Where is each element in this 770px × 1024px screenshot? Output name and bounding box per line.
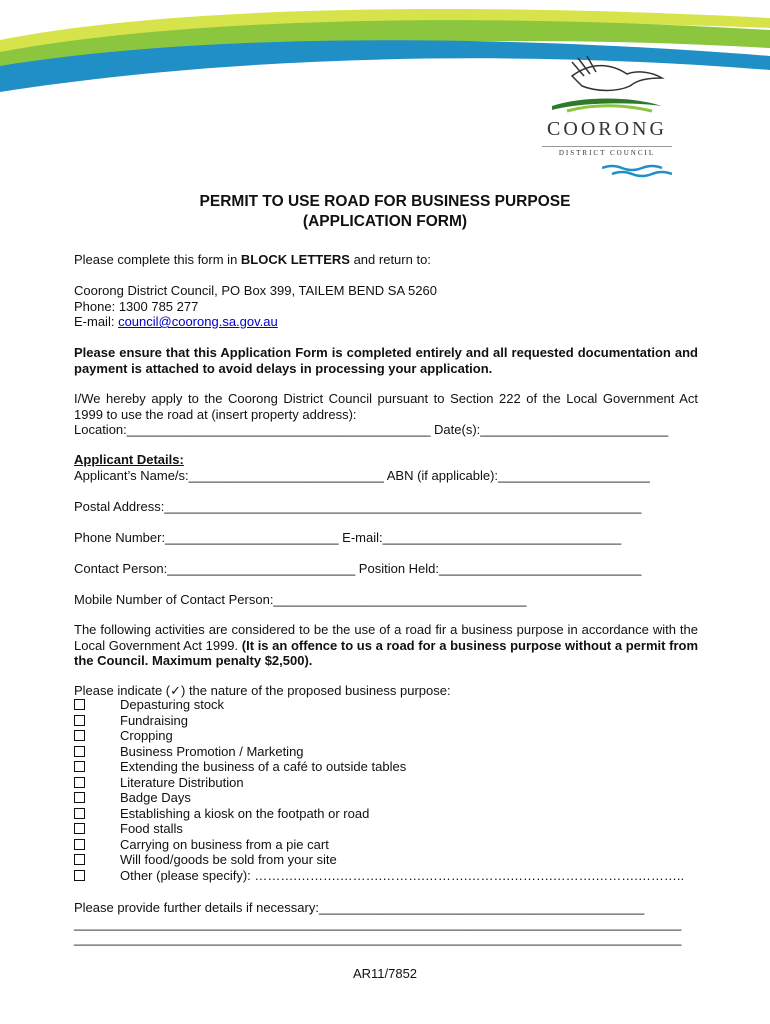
checklist-item: [72, 837, 702, 853]
checkbox[interactable]: [74, 699, 85, 710]
checkbox[interactable]: [74, 839, 85, 850]
checklist-label: Cropping: [120, 728, 173, 743]
logo-name: COORONG: [547, 118, 667, 140]
intro-text: [74, 252, 698, 268]
checklist-label: Fundraising: [120, 712, 188, 728]
coorong-logo: [512, 56, 702, 180]
further-details-field[interactable]: Please provide further details if necessary:_____________________________________________: [74, 900, 645, 915]
document-reference: AR11/7852: [352, 966, 418, 981]
activities-penalty: (It is an offence to us a road for a business purpose without a permit from the Council. Maximum penalty $2,500).: [74, 637, 699, 668]
further-details-line-3[interactable]: ____________________________________________________________________________________: [74, 931, 682, 946]
form-title: [0, 192, 770, 232]
intro-post: and return to:: [349, 252, 431, 267]
council-address: [74, 283, 698, 330]
checklist-item: [72, 744, 702, 760]
checklist-label: Carrying on business from a pie cart: [120, 836, 329, 852]
checkbox[interactable]: [74, 777, 85, 788]
intro-pre: Please complete this form in: [74, 252, 241, 267]
further-details-line-2[interactable]: ____________________________________________________________________________________: [74, 916, 682, 931]
checklist-label: Other (please specify): ……….……….……….……….……….……….……….……….……….………..: [120, 867, 685, 883]
checklist-label: Extending the business of a café to outside tables: [120, 759, 407, 774]
location-field[interactable]: Location:__________________________________________ Date(s):__________________________: [74, 422, 669, 437]
checklist-item: [72, 790, 702, 806]
applicant-heading: Applicant Details:: [74, 452, 184, 467]
mobile-number-field[interactable]: Mobile Number of Contact Person:___________________________________: [74, 592, 527, 607]
pelican-icon: [512, 56, 702, 116]
activities-paragraph: [74, 622, 698, 669]
indicate-instruction: Please indicate (✓) the nature of the proposed business purpose:: [74, 683, 451, 698]
completion-notice: Please ensure that this Application Form is completed entirely and all requested documentation and payment is attached to avoid delays in processing your application.: [74, 345, 698, 376]
checklist-item: [72, 821, 702, 837]
checkbox[interactable]: [74, 715, 85, 726]
checklist-item: [72, 868, 702, 884]
checklist-item: [72, 713, 702, 729]
checklist-label: Depasturing stock: [120, 697, 225, 712]
checklist-item: [72, 728, 702, 744]
logo-subtitle: DISTRICT COUNCIL: [542, 146, 672, 157]
checklist-item: [72, 697, 702, 713]
checklist-item: [72, 852, 702, 868]
checklist-label: Literature Distribution: [120, 774, 244, 790]
checkbox[interactable]: [74, 808, 85, 819]
applicant-name-field[interactable]: Applicant’s Name/s:___________________________ ABN (if applicable):_____________________: [74, 468, 650, 483]
business-purpose-checklist: [72, 697, 702, 883]
checkbox[interactable]: [74, 854, 85, 865]
contact-person-field[interactable]: Contact Person:__________________________ Position Held:____________________________: [74, 561, 642, 576]
checklist-label: Establishing a kiosk on the footpath or road: [120, 805, 370, 821]
checklist-item: [72, 806, 702, 822]
water-wave-icon: [602, 164, 672, 178]
apply-statement: I/We hereby apply to the Coorong District Council pursuant to Section 222 of the Local Government Act 1999 to use the road at (insert property address):: [74, 391, 698, 422]
checkbox[interactable]: [74, 792, 85, 803]
checkbox[interactable]: [74, 746, 85, 757]
email-link[interactable]: council@coorong.sa.gov.au: [118, 314, 278, 329]
title-line-2: (APPLICATION FORM): [302, 213, 468, 230]
email-line: [74, 314, 698, 330]
address-line: Coorong District Council, PO Box 399, TAILEM BEND SA 5260: [74, 283, 437, 298]
checkbox[interactable]: [74, 823, 85, 834]
checkbox[interactable]: [74, 761, 85, 772]
activities-text: The following activities are considered to be the use of a road fir a business purpose in accordance with the Local Government Act 1999.: [74, 622, 698, 653]
checklist-label: Will food/goods be sold from your site: [120, 852, 337, 867]
checkbox[interactable]: [74, 870, 85, 881]
intro-bold: BLOCK LETTERS: [240, 252, 350, 267]
checkbox[interactable]: [74, 730, 85, 741]
checklist-label: Food stalls: [120, 821, 183, 836]
postal-address-field[interactable]: Postal Address:__________________________________________________________________: [74, 499, 642, 514]
phone-email-field[interactable]: Phone Number:________________________ E-mail:_________________________________: [74, 530, 622, 545]
checklist-item: [72, 759, 702, 775]
checklist-label: Badge Days: [120, 790, 191, 805]
email-label: E-mail:: [74, 314, 119, 329]
checklist-label: Business Promotion / Marketing: [120, 743, 304, 759]
title-line-1: PERMIT TO USE ROAD FOR BUSINESS PURPOSE: [199, 193, 571, 210]
phone-line: Phone: 1300 785 277: [74, 298, 199, 314]
checklist-item: [72, 775, 702, 791]
